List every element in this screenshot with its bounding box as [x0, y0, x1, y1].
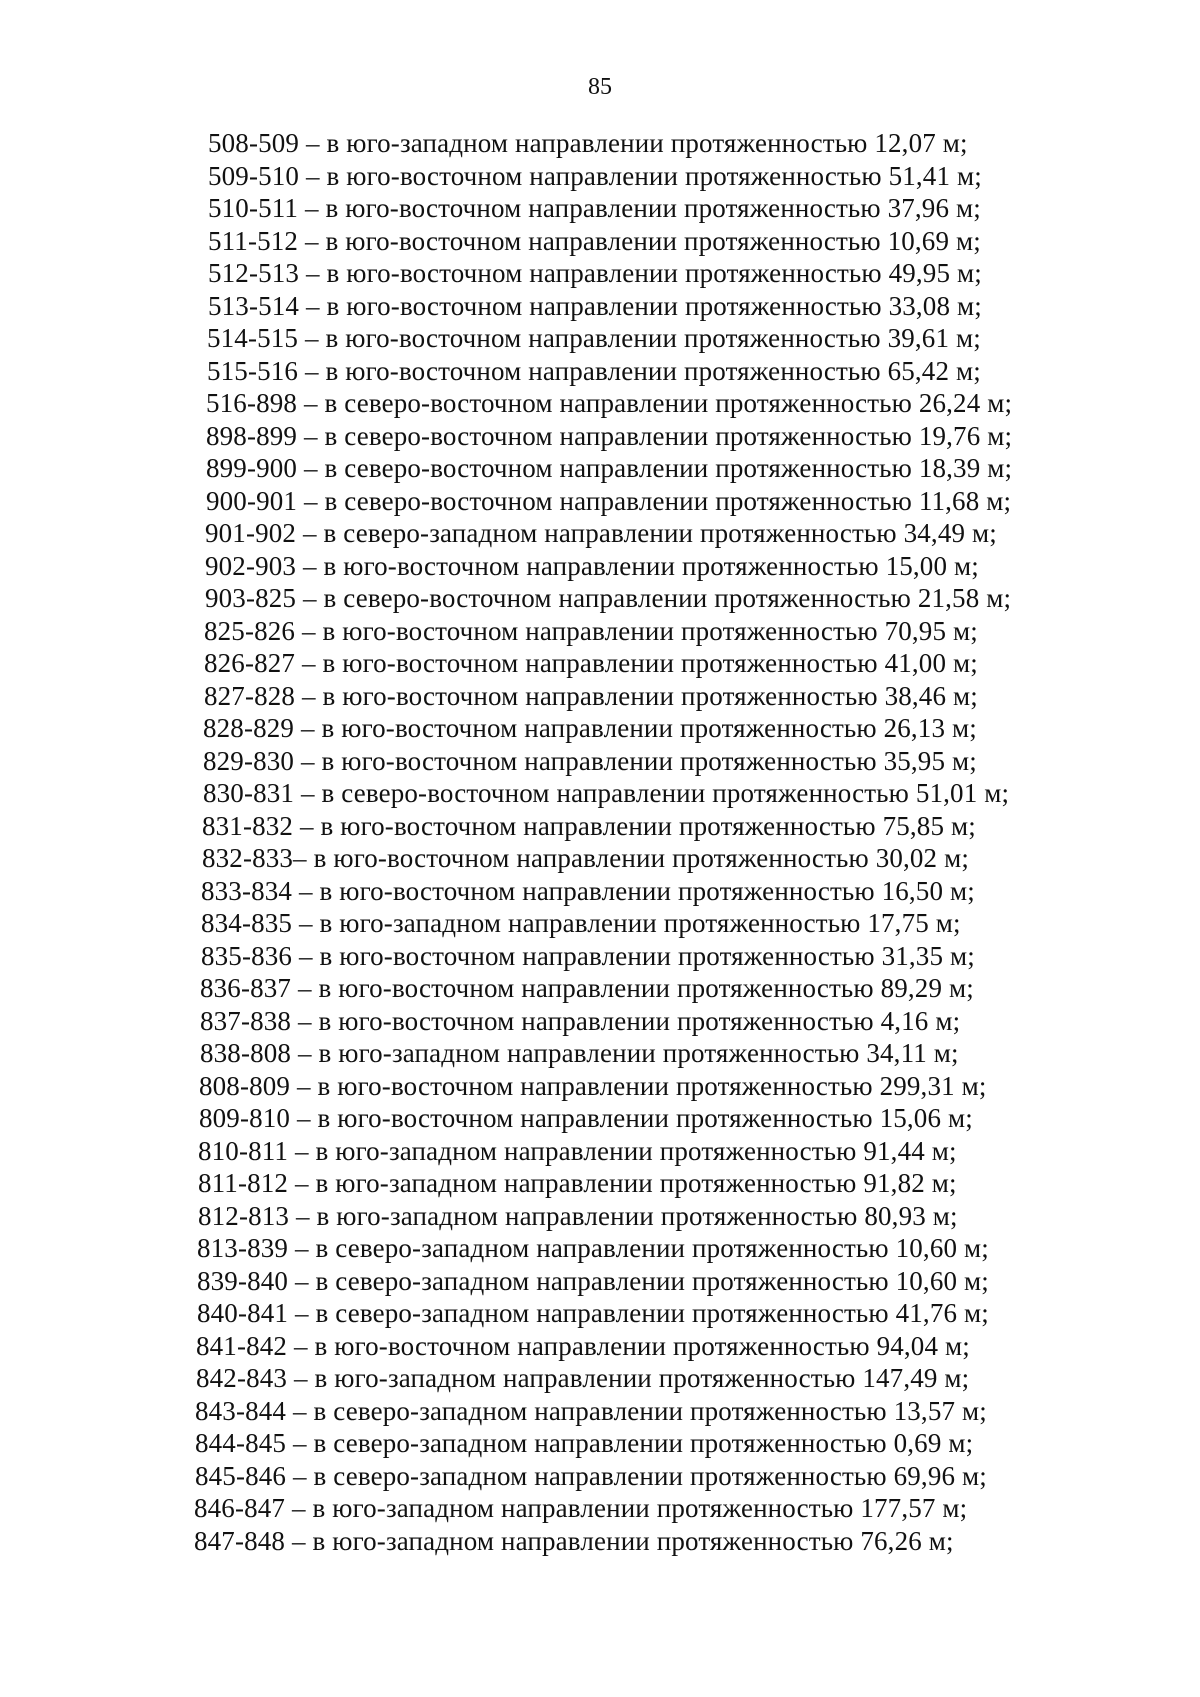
boundary-segment-line: 838-808 – в юго-западном направлении протяженностью 34,11 м; [200, 1038, 959, 1068]
boundary-segment-line: 514-515 – в юго-восточном направлении протяженностью 39,61 м; [207, 323, 981, 353]
boundary-segment-line: 847-848 – в юго-западном направлении протяженностью 76,26 м; [194, 1525, 954, 1556]
boundary-segment-line: 832-833– в юго-восточном направлении протяженностью 30,02 м; [202, 843, 969, 873]
boundary-segment-line: 809-810 – в юго-восточном направлении протяженностью 15,06 м; [199, 1103, 973, 1133]
boundary-segment-line: 843-844 – в северо-западном направлении протяженностью 13,57 м; [195, 1395, 987, 1426]
boundary-segment-line: 511-512 – в юго-восточном направлении протяженностью 10,69 м; [208, 225, 981, 256]
boundary-segment-line: 839-840 – в северо-западном направлении протяженностью 10,60 м; [197, 1265, 989, 1296]
boundary-segment-line: 900-901 – в северо-восточном направлении протяженностью 11,68 м; [206, 485, 1012, 516]
boundary-segment-line: 512-513 – в юго-восточном направлении протяженностью 49,95 м; [208, 258, 982, 288]
boundary-segment-line: 513-514 – в юго-восточном направлении протяженностью 33,08 м; [208, 290, 982, 321]
boundary-segment-line: 902-903 – в юго-восточном направлении протяженностью 15,00 м; [205, 550, 979, 581]
boundary-segment-line: 901-902 – в северо-западном направлении протяженностью 34,49 м; [205, 518, 997, 548]
boundary-segment-line: 811-812 – в юго-западном направлении протяженностью 91,82 м; [198, 1168, 957, 1198]
boundary-segment-line: 508-509 – в юго-западном направлении протяженностью 12,07 м; [208, 128, 968, 158]
boundary-segment-line: 510-511 – в юго-восточном направлении протяженностью 37,96 м; [208, 193, 981, 223]
boundary-segment-line: 835-836 – в юго-восточном направлении протяженностью 31,35 м; [201, 940, 975, 971]
boundary-segment-line: 828-829 – в юго-восточном направлении протяженностью 26,13 м; [203, 713, 977, 743]
boundary-segment-line: 903-825 – в северо-восточном направлении протяженностью 21,58 м; [205, 583, 1012, 613]
boundary-segment-list [0, 127, 1200, 1557]
boundary-segment-line: 845-846 – в северо-западном направлении протяженностью 69,96 м; [195, 1460, 987, 1491]
boundary-segment-line: 834-835 – в юго-западном направлении протяженностью 17,75 м; [201, 908, 961, 938]
boundary-segment-line: 836-837 – в юго-восточном направлении протяженностью 89,29 м; [200, 973, 974, 1003]
boundary-segment-line: 812-813 – в юго-западном направлении протяженностью 80,93 м; [198, 1200, 958, 1231]
boundary-segment-line: 840-841 – в северо-западном направлении протяженностью 41,76 м; [197, 1298, 989, 1328]
boundary-segment-line: 808-809 – в юго-восточном направлении протяженностью 299,31 м; [199, 1070, 987, 1101]
boundary-segment-line: 833-834 – в юго-восточном направлении протяженностью 16,50 м; [201, 875, 975, 906]
boundary-segment-line: 829-830 – в юго-восточном направлении протяженностью 35,95 м; [203, 745, 977, 776]
boundary-segment-line: 842-843 – в юго-западном направлении протяженностью 147,49 м; [196, 1363, 970, 1393]
boundary-segment-line: 844-845 – в северо-западном направлении протяженностью 0,69 м; [195, 1428, 974, 1458]
boundary-segment-line: 837-838 – в юго-восточном направлении протяженностью 4,16 м; [200, 1005, 961, 1036]
boundary-segment-line: 899-900 – в северо-восточном направлении протяженностью 18,39 м; [206, 453, 1013, 483]
boundary-segment-line: 509-510 – в юго-восточном направлении протяженностью 51,41 м; [208, 160, 982, 191]
boundary-segment-line: 831-832 – в юго-восточном направлении протяженностью 75,85 м; [202, 810, 976, 841]
page-number: 85 [588, 74, 612, 100]
boundary-segment-line: 515-516 – в юго-восточном направлении протяженностью 65,42 м; [207, 355, 981, 386]
boundary-segment-line: 846-847 – в юго-западном направлении протяженностью 177,57 м; [194, 1493, 968, 1523]
boundary-segment-line: 830-831 – в северо-восточном направлении протяженностью 51,01 м; [203, 778, 1010, 808]
boundary-segment-line: 898-899 – в северо-восточном направлении протяженностью 19,76 м; [206, 420, 1013, 451]
boundary-segment-line: 810-811 – в юго-западном направлении протяженностью 91,44 м; [198, 1135, 957, 1166]
boundary-segment-line: 516-898 – в северо-восточном направлении протяженностью 26,24 м; [206, 388, 1013, 418]
boundary-segment-line: 827-828 – в юго-восточном направлении протяженностью 38,46 м; [204, 680, 978, 711]
boundary-segment-line: 825-826 – в юго-восточном направлении протяженностью 70,95 м; [204, 615, 978, 646]
boundary-segment-line: 826-827 – в юго-восточном направлении протяженностью 41,00 м; [204, 648, 978, 678]
boundary-segment-line: 813-839 – в северо-западном направлении протяженностью 10,60 м; [197, 1233, 989, 1263]
boundary-segment-line: 841-842 – в юго-восточном направлении протяженностью 94,04 м; [196, 1330, 970, 1361]
